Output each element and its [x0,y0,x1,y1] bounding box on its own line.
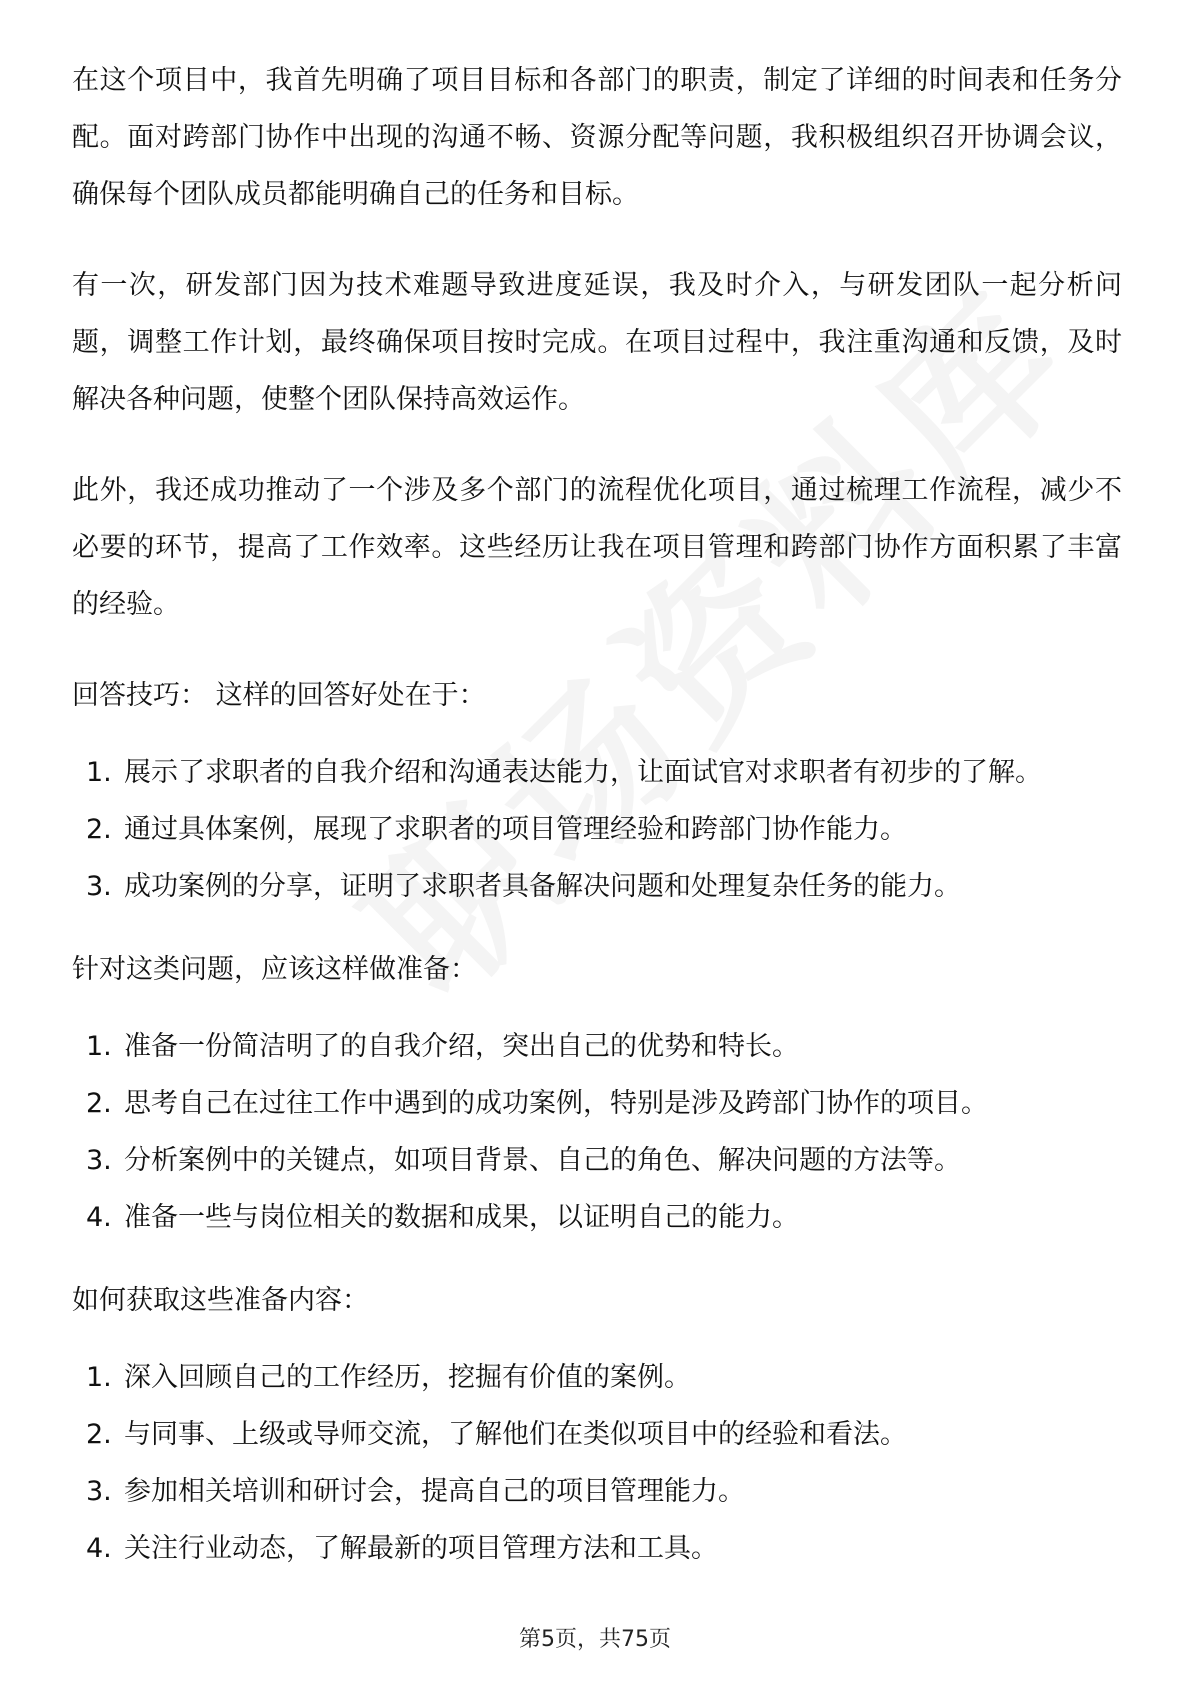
page-number: 第5页，共75页 [519,1627,671,1652]
list-item [72,1018,1122,1075]
list-item-text: 分析案例中的关键点，如项目背景、自己的角色、解决问题的方法等。 [124,1145,961,1176]
list-item-text: 深入回顾自己的工作经历，挖掘有价值的案例。 [124,1362,691,1393]
list-item-number: 3. [86,1145,112,1176]
tips-list [72,744,1122,915]
prepare-list [72,1018,1122,1246]
list-item-number: 2. [86,1419,112,1450]
paragraph-3: 此外，我还成功推动了一个涉及多个部门的流程优化项目，通过梳理工作流程，减少不必要的环节，提高了工作效率。这些经历让我在项目管理和跨部门协作方面积累了丰富的经验。 [72,475,1122,620]
list-item [72,1075,1122,1132]
list-item [72,1349,1122,1406]
list-item [72,1463,1122,1520]
list-item-number: 4. [86,1202,112,1233]
list-item-number: 1. [86,1362,112,1393]
list-item-number: 2. [86,1088,112,1119]
obtain-list [72,1349,1122,1577]
list-item [72,801,1122,858]
tips-heading: 回答技巧： 这样的回答好处在于： [72,680,486,711]
list-item [72,1132,1122,1189]
list-item-text: 通过具体案例，展现了求职者的项目管理经验和跨部门协作能力。 [124,814,907,845]
paragraph-2: 有一次，研发部门因为技术难题导致进度延误，我及时介入，与研发团队一起分析问题，调整工作计划，最终确保项目按时完成。在项目过程中，我注重沟通和反馈，及时解决各种问题，使整个团队保持高效运作。 [72,270,1122,415]
list-item [72,1189,1122,1246]
list-item [72,744,1122,801]
prepare-heading: 针对这类问题，应该这样做准备： [72,954,477,985]
list-item-number: 1. [86,757,112,788]
list-item-number: 3. [86,1476,112,1507]
list-item-text: 成功案例的分享，证明了求职者具备解决问题和处理复杂任务的能力。 [124,871,961,902]
page-content [72,52,1122,1603]
list-item-number: 1. [86,1031,112,1062]
obtain-heading: 如何获取这些准备内容： [72,1285,369,1316]
list-item-text: 准备一份简洁明了的自我介绍，突出自己的优势和特长。 [124,1031,799,1062]
list-item-number: 4. [86,1533,112,1564]
list-item [72,1406,1122,1463]
list-item [72,1520,1122,1577]
list-item-text: 展示了求职者的自我介绍和沟通表达能力，让面试官对求职者有初步的了解。 [124,757,1042,788]
list-item-text: 与同事、上级或导师交流，了解他们在类似项目中的经验和看法。 [124,1419,907,1450]
paragraph-1: 在这个项目中，我首先明确了项目目标和各部门的职责，制定了详细的时间表和任务分配。面对跨部门协作中出现的沟通不畅、资源分配等问题，我积极组织召开协调会议，确保每个团队成员都能明确自己的任务和目标。 [72,65,1122,210]
list-item-number: 3. [86,871,112,902]
list-item-text: 思考自己在过往工作中遇到的成功案例，特别是涉及跨部门协作的项目。 [124,1088,988,1119]
list-item-text: 关注行业动态，了解最新的项目管理方法和工具。 [124,1533,718,1564]
list-item-number: 2. [86,814,112,845]
list-item-text: 准备一些与岗位相关的数据和成果，以证明自己的能力。 [124,1202,799,1233]
list-item-text: 参加相关培训和研讨会，提高自己的项目管理能力。 [124,1476,745,1507]
list-item [72,858,1122,915]
